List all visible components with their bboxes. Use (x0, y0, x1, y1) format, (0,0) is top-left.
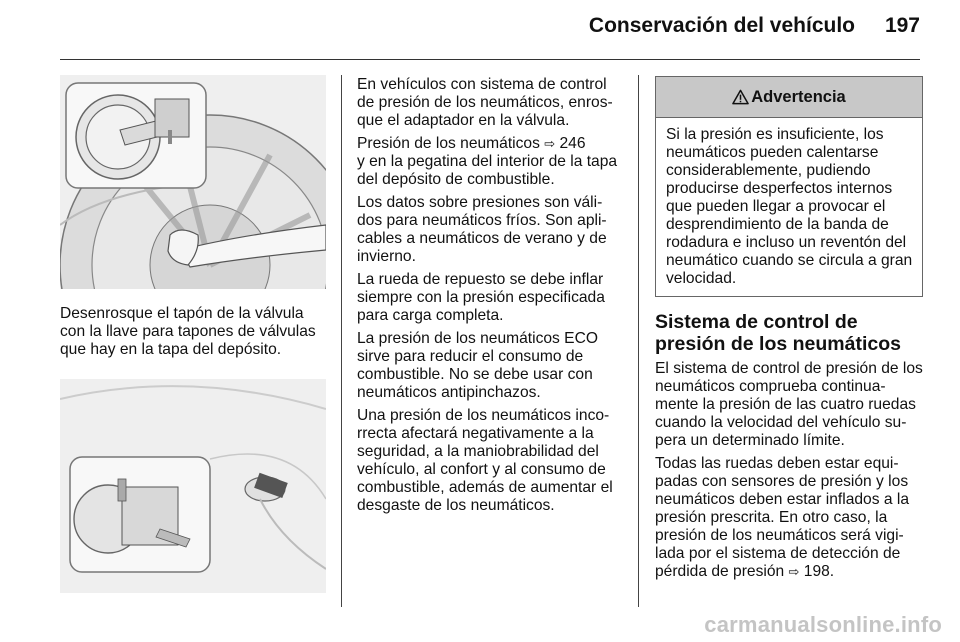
sentence-end: . (829, 563, 835, 580)
chapter-title: Conservación del vehículo (588, 14, 855, 37)
warning-triangle-icon (732, 89, 749, 105)
warning-header (656, 77, 922, 118)
warning-title: Advertencia (751, 87, 846, 106)
column-1 (60, 75, 326, 593)
column-3 (655, 76, 923, 586)
page-ref-arrow-icon: ⇨ (544, 136, 556, 151)
tpms-sensors-text: Todas las ruedas deben estar equi-padas con sensores de presión y los neumáticos deben estar inflados a la presión prescrita. En otro caso, la presión de los neumáticos será vigi-lada por el sistema de detección de pérdida de presión (655, 455, 909, 580)
paragraph-cold-tyres: Los datos sobre presiones son váli-dos para neumáticos fríos. Son apli-cables a neumáticos de verano y de invierno. (357, 194, 607, 265)
paragraph-tpms-intro: El sistema de control de presión de los neumáticos comprueba continua-mente la presión de las cuatro ruedas cuando la velocidad del vehículo su-pera un determinado límite. (655, 360, 923, 449)
page-header (0, 0, 960, 60)
illustration-valve-adapter (60, 379, 326, 593)
paragraph-eco-pressure: La presión de los neumáticos ECO sirve para reducir el consumo de combustible. No se debe usar con neumáticos antipinchazos. (357, 330, 598, 401)
warning-box (655, 76, 923, 297)
warning-text: Si la presión es insuficiente, los neumáticos pueden calentarse considerablemente, pudiendo producirse desperfectos internos que pueden llegar a provocar el desprendimiento de la banda de rodadura e incluso un reventón del neumático cuando se circula a gran velocidad. (666, 126, 913, 287)
paragraph-adapter: En vehículos con sistema de control de presión de los neumáticos, enros-que el adaptador en la válvula. (357, 76, 613, 129)
paragraph-incorrect-pressure: Una presión de los neumáticos inco-rrecta afectará negativamente a la seguridad, a la maniobrabilidad del vehículo, al confort y al consumo de combustible, además de aumentar el desgaste de los neumáticos. (357, 407, 613, 514)
page-ref-link[interactable]: 246 (559, 135, 586, 152)
pressure-ref-text-end: y en la pegatina del interior de la tapa del depósito de combustible. (357, 153, 618, 188)
illustration-valve-cap-removal (60, 75, 326, 289)
column-2 (357, 76, 627, 520)
page-ref-link[interactable]: 198 (803, 563, 830, 580)
page-ref-arrow-icon: ⇨ (788, 564, 800, 579)
page-number: 197 (884, 14, 920, 37)
section-heading: Sistema de control de presión de los neumáticos (655, 311, 901, 355)
paragraph-pressure-ref (357, 135, 627, 189)
column-divider-2 (638, 75, 639, 607)
watermark: carmanualsonline.info (704, 612, 942, 637)
header-divider (60, 59, 920, 60)
pressure-ref-text: Presión de los neumáticos (357, 135, 545, 152)
figure-caption: Desenrosque el tapón de la válvula con la llave para tapones de válvulas que hay en la tapa del depósito. (60, 305, 316, 358)
paragraph-tpms-sensors (655, 455, 923, 581)
column-divider-1 (341, 75, 342, 607)
paragraph-spare-wheel: La rueda de repuesto se debe inflar siempre con la presión especificada para carga completa. (357, 271, 605, 324)
